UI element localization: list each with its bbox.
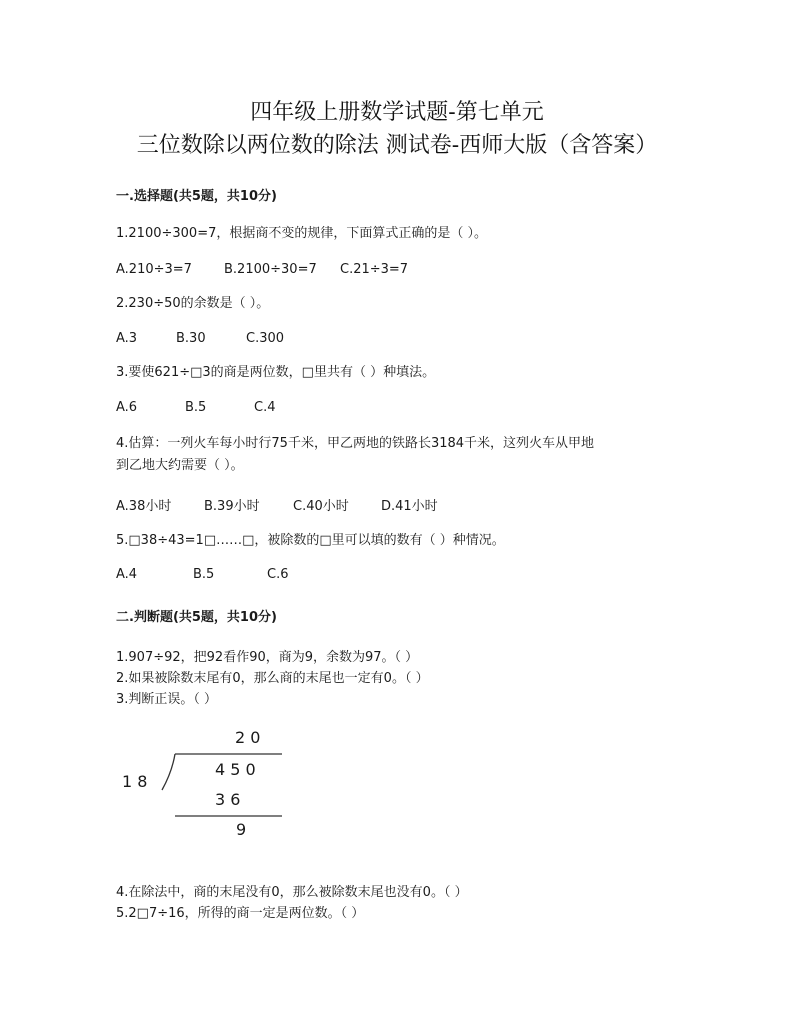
long-division-dividend: 4 5 0 bbox=[215, 760, 256, 779]
question-4-text-line1: 4.估算：一列火车每小时行75千米，甲乙两地的铁路长3184千米，这列火车从甲地 bbox=[116, 436, 595, 451]
section-heading-judgement: 二.判断题(共5题，共10分) bbox=[116, 610, 277, 625]
judgement-4-text: 4.在除法中，商的末尾没有0，那么被除数末尾也没有0。（ ） bbox=[116, 885, 468, 900]
question-4-option-a: A.38小时 bbox=[116, 499, 172, 514]
question-5-text: 5.□38÷43=1□……□，被除数的□里可以填的数有（ ）种情况。 bbox=[116, 533, 505, 548]
question-4-options bbox=[116, 495, 438, 514]
question-1-text: 1.2100÷300=7，根据商不变的规律，下面算式正确的是（ ）。 bbox=[116, 226, 487, 241]
question-2-option-a: A.3 bbox=[116, 331, 138, 346]
question-3-option-b: B.5 bbox=[185, 400, 207, 415]
question-2-text: 2.230÷50的余数是（ ）。 bbox=[116, 296, 270, 311]
question-5-options bbox=[116, 567, 288, 582]
question-2-option-b: B.30 bbox=[176, 331, 206, 346]
long-division-product: 3 6 bbox=[215, 790, 241, 809]
judgement-2-text: 2.如果被除数末尾有0，那么商的末尾也一定有0。（ ） bbox=[116, 671, 429, 686]
long-division-quotient: 2 0 bbox=[235, 728, 261, 747]
question-1-option-c: C.21÷3=7 bbox=[340, 262, 409, 277]
long-division-remainder: 9 bbox=[236, 820, 247, 839]
judgement-5-text: 5.2□7÷16，所得的商一定是两位数。（ ） bbox=[116, 906, 365, 921]
section-heading-choice: 一.选择题(共5题，共10分) bbox=[116, 189, 277, 204]
question-4-option-c: C.40小时 bbox=[293, 499, 349, 514]
question-3-option-a: A.6 bbox=[116, 400, 138, 415]
judgement-3-text: 3.判断正误。（ ） bbox=[116, 692, 218, 707]
question-1-option-a: A.210÷3=7 bbox=[116, 262, 192, 277]
question-4-option-d: D.41小时 bbox=[381, 499, 438, 514]
question-3-options bbox=[116, 400, 275, 415]
page-title-line1: 四年级上册数学试题-第七单元 bbox=[250, 100, 544, 125]
question-1-options bbox=[116, 262, 408, 277]
question-3-option-c: C.4 bbox=[254, 400, 276, 415]
question-3-text: 3.要使621÷□3的商是两位数，□里共有（ ）种填法。 bbox=[116, 365, 436, 380]
long-division-divisor: 1 8 bbox=[122, 772, 148, 791]
question-1-option-b: B.2100÷30=7 bbox=[224, 262, 317, 277]
question-2-option-c: C.300 bbox=[246, 331, 285, 346]
question-5-option-b: B.5 bbox=[193, 567, 215, 582]
judgement-1-text: 1.907÷92，把92看作90，商为9，余数为97。（ ） bbox=[116, 650, 419, 665]
question-5-option-a: A.4 bbox=[116, 567, 138, 582]
question-5-option-c: C.6 bbox=[267, 567, 289, 582]
page-title-line2: 三位数除以两位数的除法 测试卷-西师大版（含答案） bbox=[136, 133, 658, 158]
question-4-text-line2: 到乙地大约需要（ ）。 bbox=[116, 458, 244, 473]
question-2-options bbox=[116, 331, 284, 346]
question-4-option-b: B.39小时 bbox=[204, 499, 260, 514]
